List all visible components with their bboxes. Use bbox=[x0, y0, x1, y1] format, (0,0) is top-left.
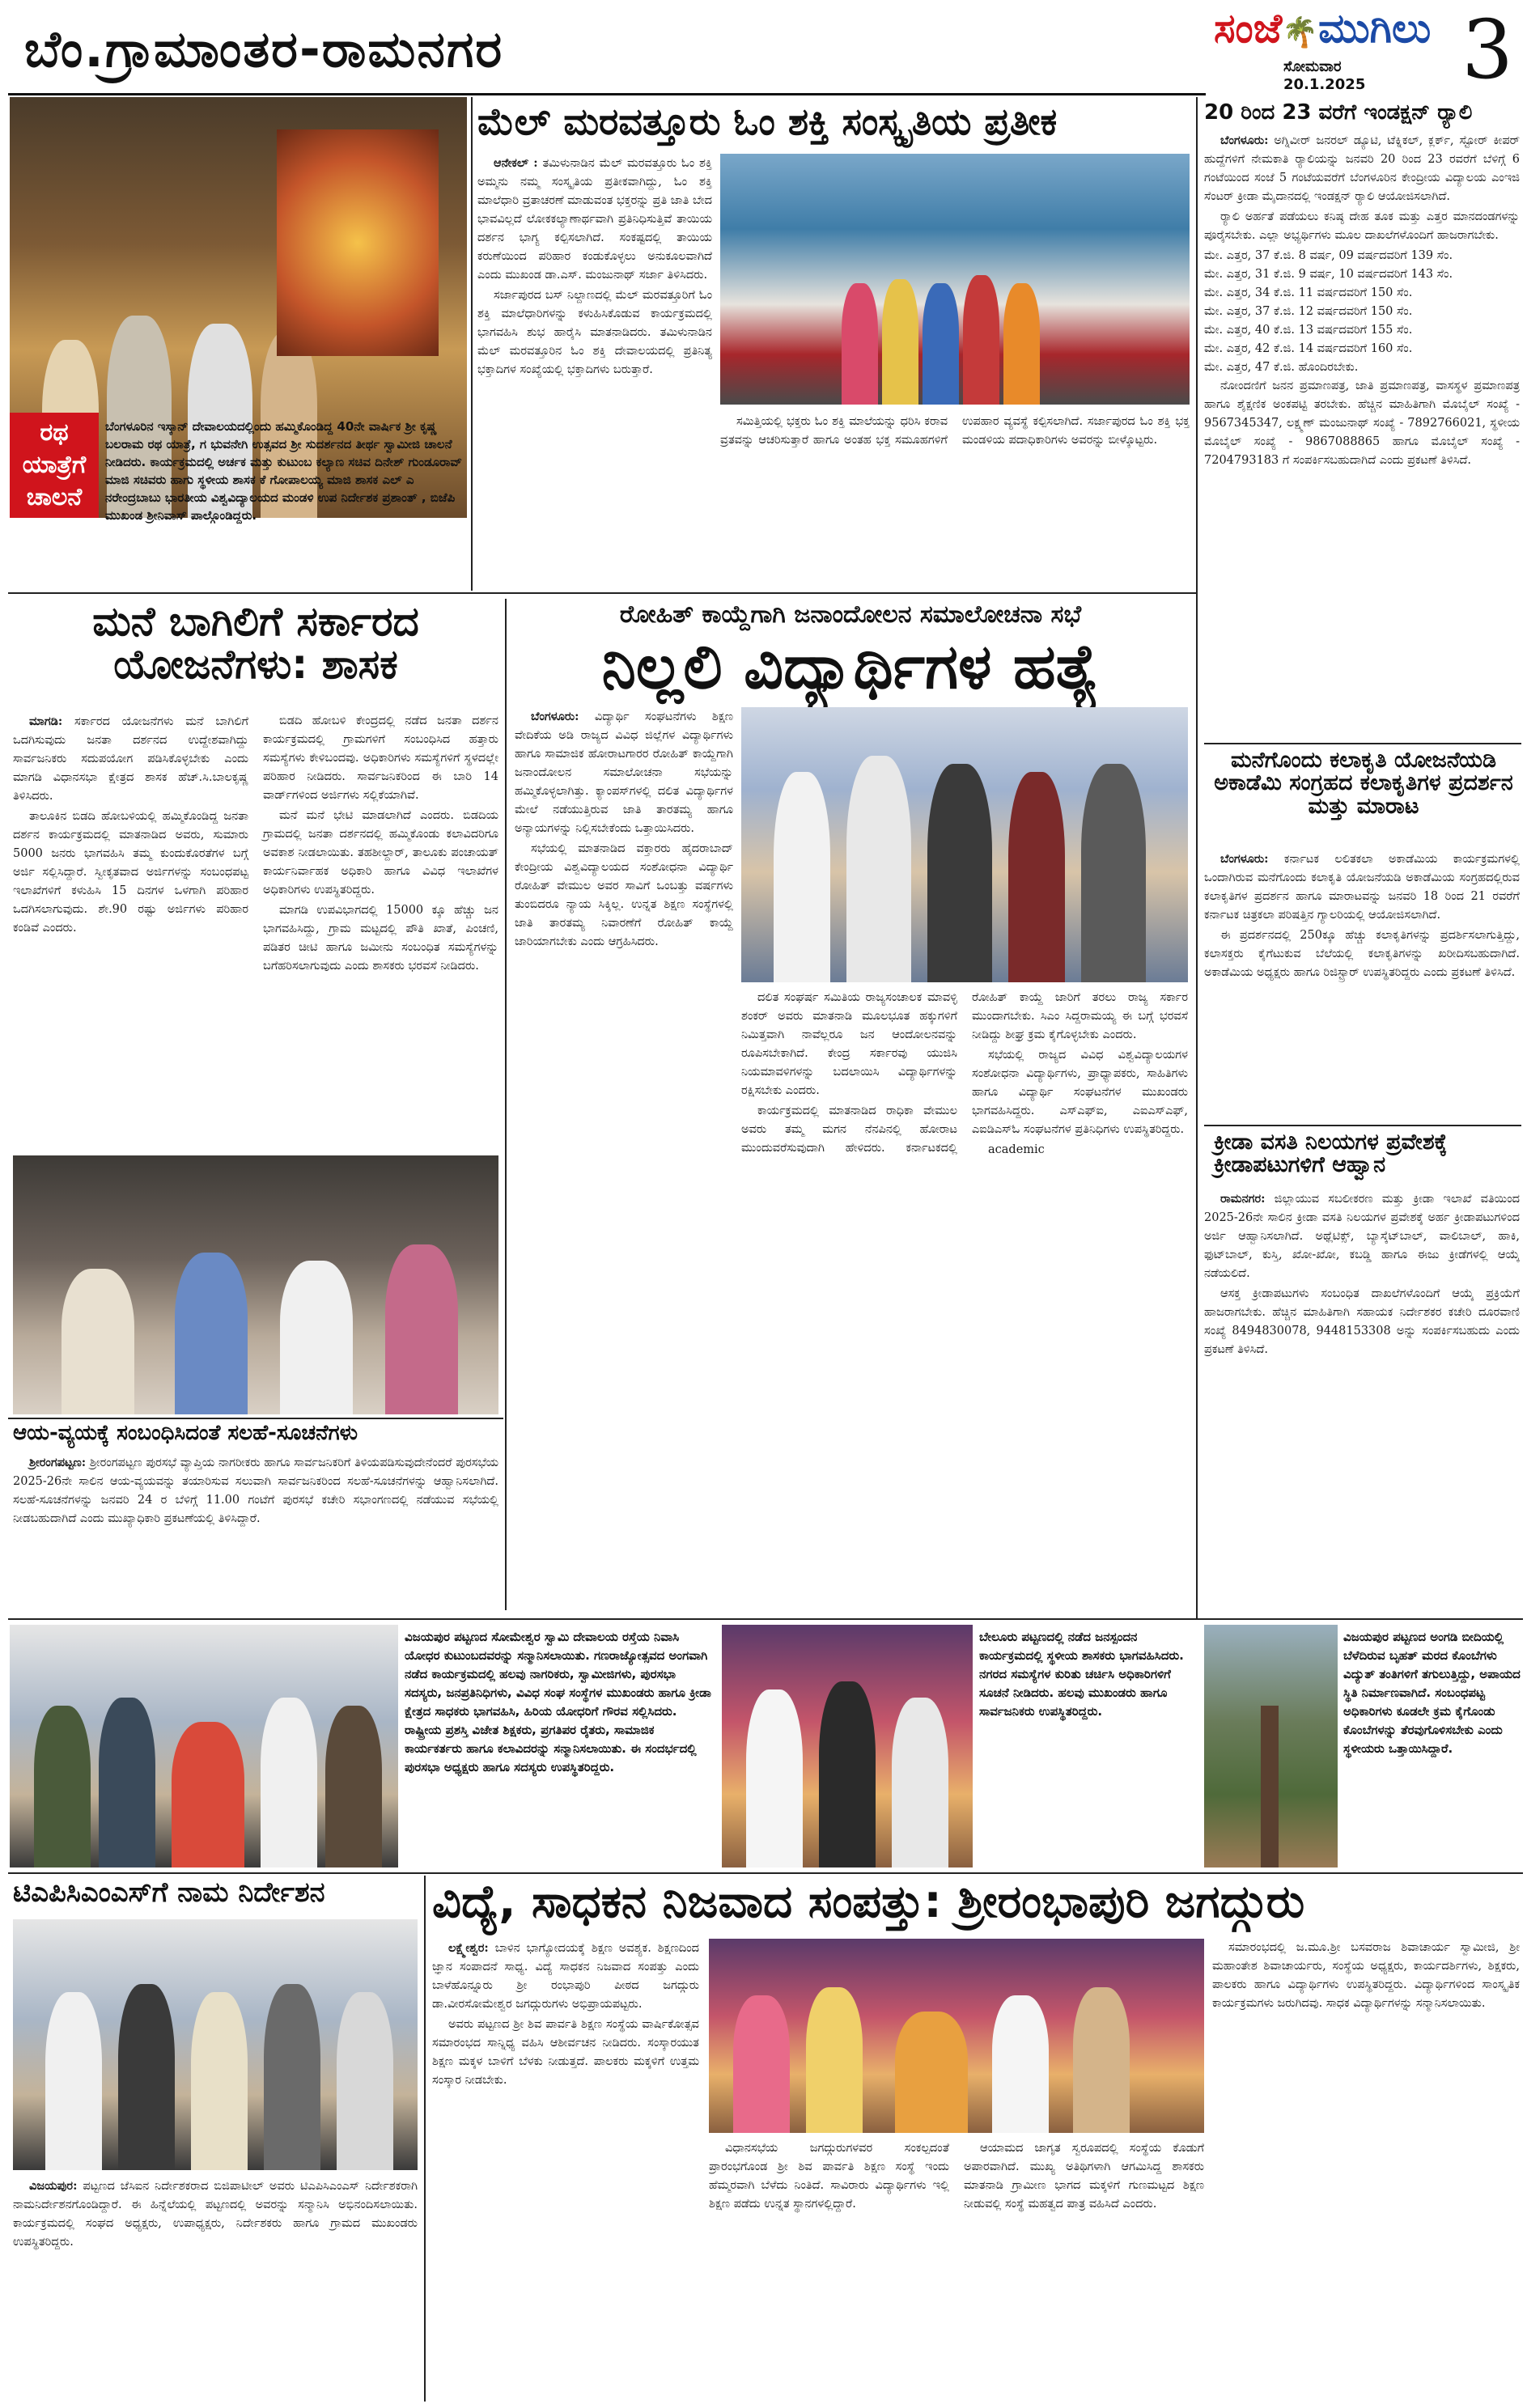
ceremony-photo bbox=[10, 1625, 398, 1867]
ceremony-caption: ವಿಜಯಪುರ ಪಟ್ಟಣದ ಸೋಮೇಶ್ವರ ಸ್ವಾಮಿ ದೇವಾಲಯ ರಸ್ತೆಯ ನಿವಾಸಿ ಯೋಧರ ಕುಟುಂಬದವರನ್ನು ಸನ್ಮಾನಿಸಲಾಯಿತು. ಗಣರಾಜ್ಯೋತ್ಸವದ ಅಂಗವಾಗಿ ನಡೆದ ಕಾರ್ಯಕ್ರಮದಲ್ಲಿ ಹಲವು ನಾಗರಿಕರು, ಸ್ವಾಮೀಜಿಗಳು, ಪುರಸಭಾ ಸದಸ್ಯರು, ಜನಪ್ರತಿನಿಧಿಗಳು, ವಿವಿಧ ಸಂಘ ಸಂಸ್ಥೆಗಳ ಮುಖಂಡರು ಹಾಗೂ ಕ್ರೀಡಾ ಕ್ಷೇತ್ರದ ಸಾಧಕರು ಭಾಗವಹಿಸಿ, ಹಿರಿಯ ಯೋಧರಿಗೆ ಗೌರವ ಸಲ್ಲಿಸಿದರು. ರಾಷ್ಟ್ರೀಯ ಪ್ರಶಸ್ತಿ ವಿಜೇತ ಶಿಕ್ಷಕರು, ಪ್ರಗತಿಪರ ರೈತರು, ಸಾಮಾಜಿಕ ಕಾರ್ಯಕರ್ತರು ಹಾಗೂ ಕಲಾವಿದರನ್ನು ಸನ್ಮಾನಿಸಲಾಯಿತು. ಈ ಸಂದರ್ಭದಲ್ಲಿ ಪುರಸಭಾ ಅಧ್ಯಕ್ಷರು ಹಾಗೂ ಸದಸ್ಯರು ಉಪಸ್ಥಿತರಿದ್ದರು. bbox=[405, 1630, 711, 1774]
rohith-photo bbox=[741, 707, 1188, 982]
brand-part2: ಮುಗಿಲು bbox=[1318, 5, 1432, 52]
jagadguru-body-col3: ಸಮಾರಂಭದಲ್ಲಿ ಜ.ಮೂ.ಶ್ರೀ ಬಸವರಾಜ ಶಿವಾಚಾರ್ಯ ಸ್ವಾಮೀಜಿ, ಶ್ರೀ ಮಹಾಂತೇಶ ಶಿವಾಚಾರ್ಯರು, ಸಂಸ್ಥೆಯ ಅಧ್ಯಕ್ಷರು, ಕಾರ್ಯದರ್ಶಿಗಳು, ಶಿಕ್ಷಕರು, ಪಾಲಕರು ಹಾಗೂ ವಿದ್ಯಾರ್ಥಿಗಳು ಉಪಸ್ಥಿತರಿದ್ದರು. ವಿದ್ಯಾರ್ಥಿಗಳಿಂದ ಸಾಂಸ್ಕೃತಿಕ ಕಾರ್ಯಕ್ರಮಗಳು ಜರುಗಿದವು. ಸಾಧಕ ವಿದ್ಯಾರ್ಥಿಗಳನ್ನು ಸನ್ಮಾನಿಸಲಾಯಿತು. bbox=[1212, 1941, 1520, 2010]
sports-body: ರಾಮನಗರ: ಜಿಲ್ಲಾಯುವ ಸಬಲೀಕರಣ ಮತ್ತು ಕ್ರೀಡಾ ಇಲಾಖೆ ವತಿಯಿಂದ 2025-26ನೇ ಸಾಲಿನ ಕ್ರೀಡಾ ವಸತಿ ನಿಲಯಗಳ ಪ್ರವೇಶಕ್ಕೆ ಅರ್ಹ ಕ್ರೀಡಾಪಟುಗಳಿಂದ ಅರ್ಜಿ ಆಹ್ವಾನಿಸಲಾಗಿದೆ. ಅಥ್ಲೆಟಿಕ್ಸ್, ಬ್ಯಾಸ್ಕೆಟ್‌ಬಾಲ್, ವಾಲಿಬಾಲ್, ಹಾಕಿ, ಫುಟ್‌ಬಾಲ್, ಕುಸ್ತಿ, ಖೋ-ಖೋ, ಕಬಡ್ಡಿ ಹಾಗೂ ಈಜು ಕ್ರೀಡೆಗಳಲ್ಲಿ ಆಯ್ಕೆ ನಡೆಯಲಿದೆ. ಆಸಕ್ತ ಕ್ರೀಡಾಪಟುಗಳು ಸಂಬಂಧಿತ ದಾಖಲೆಗಳೊಂದಿಗೆ ಆಯ್ಕೆ ಪ್ರಕ್ರಿಯೆಗೆ ಹಾಜರಾಗಬೇಕು. ಹೆಚ್ಚಿನ ಮಾಹಿತಿಗಾಗಿ ಸಹಾಯಕ ನಿರ್ದೇಶಕರ ಕಚೇರಿ ದೂರವಾಣಿ ಸಂಖ್ಯೆ 8494830078, 9448153308 ಅನ್ನು ಸಂಪರ್ಕಿಸಬಹುದು ಎಂದು ಪ್ರಕಟಣೆ ತಿಳಿಸಿದೆ. bbox=[1204, 1192, 1520, 1356]
visit-caption: ಬೇಲೂರು ಪಟ್ಟಣದಲ್ಲಿ ನಡೆದ ಜನಸ್ಪಂದನ ಕಾರ್ಯಕ್ರಮದಲ್ಲಿ ಸ್ಥಳೀಯ ಶಾಸಕರು ಭಾಗವಹಿಸಿದರು. ನಗರದ ಸಮಸ್ಯೆಗಳ ಕುರಿತು ಚರ್ಚಿಸಿ ಅಧಿಕಾರಿಗಳಿಗೆ ಸೂಚನೆ ನೀಡಿದರು. ಹಲವು ಮುಖಂಡರು ಹಾಗೂ ಸಾರ್ವಜನಿಕರು ಉಪಸ್ಥಿತರಿದ್ದರು. bbox=[979, 1630, 1184, 1719]
income-headline: ಆಯ-ವ್ಯಯಕ್ಕೆ ಸಂಬಂಧಿಸಿದಂತೆ ಸಲಹೆ-ಸೂಚನೆಗಳು bbox=[13, 1421, 358, 1445]
rally-body: ಬೆಂಗಳೂರು: ಅಗ್ನಿವೀರ್ ಜನರಲ್ ಡ್ಯೂಟಿ, ಟೆಕ್ನಿಕಲ್, ಕ್ಲರ್ಕ್, ಸ್ಟೋರ್ ಕೀಪರ್ ಹುದ್ದೆಗಳಿಗೆ ನೇಮಕಾತಿ ರ‍್ಯಾಲಿಯನ್ನು ಜನವರಿ 20 ರಿಂದ 23 ರವರೆಗೆ ಬೆಳಿಗ್ಗೆ 6 ಗಂಟೆಯಿಂದ ಸಂಜೆ 5 ಗಂಟೆಯವರೆಗೆ ಬೆಂಗಳೂರಿನ ಕೇಂದ್ರೀಯ ವಿದ್ಯಾಲಯ ಎಂಇಜಿ ಸೆಂಟರ್ ಕ್ರೀಡಾ ಮೈದಾನದಲ್ಲಿ ಇಂಡಕ್ಷನ್ ರ‍್ಯಾಲಿ ಆಯೋಜಿಸಲಾಗಿದೆ. ರ‍್ಯಾಲಿ ಅರ್ಹತೆ ಪಡೆಯಲು ಕನಿಷ್ಠ ದೇಹ ತೂಕ ಮತ್ತು ಎತ್ತರ ಮಾನದಂಡಗಳನ್ನು ಪೂರೈಸಬೇಕು. ಎಲ್ಲಾ ಅಭ್ಯರ್ಥಿಗಳು ಮೂಲ ದಾಖಲೆಗಳೊಂದಿಗೆ ಹಾಜರಾಗಬೇಕು. ಮೇ. ಎತ್ತರ, 37 ಕೆ.ಜಿ. 8 ವರ್ಷ, 09 ವರ್ಷದವರಿಗೆ 139 ಸೆಂ. ಮೇ. ಎತ್ತರ, 31 ಕೆ.ಜಿ. 9 ವರ್ಷ, 10 ವರ್ಷದವರಿಗೆ 143 ಸೆಂ. ಮೇ. ಎತ್ತರ, 34 ಕೆ.ಜಿ. 11 ವರ್ಷದವರಿಗೆ 150 ಸೆಂ. ಮೇ. ಎತ್ತರ, 37 ಕೆ.ಜಿ. 12 ವರ್ಷದವರಿಗೆ 150 ಸೆಂ. ಮೇ. ಎತ್ತರ, 40 ಕೆ.ಜಿ. 13 ವರ್ಷದವರಿಗೆ 155 ಸೆಂ. ಮೇ. ಎತ್ತರ, 42 ಕೆ.ಜಿ. 14 ವರ್ಷದವರಿಗೆ 160 ಸೆಂ. ಮೇ. ಎತ್ತರ, 47 ಕೆ.ಜಿ. ಹೊಂದಿರಬೇಕು. ನೋಂದಣಿಗೆ ಜನನ ಪ್ರಮಾಣಪತ್ರ, ಜಾತಿ ಪ್ರಮಾಣಪತ್ರ, ವಾಸಸ್ಥಳ ಪ್ರಮಾಣಪತ್ರ ಹಾಗೂ ಶೈಕ್ಷಣಿಕ ಅಂಕಪಟ್ಟಿ ತರಬೇಕು. ಹೆಚ್ಚಿನ ಮಾಹಿತಿಗಾಗಿ ಮೊಬೈಲ್ ಸಂಖ್ಯೆ - 9567345347, ಲಕ್ಷ್ಮಣ್ ಮಂಜುನಾಥ್ ಸಂಖ್ಯೆ - 7892766021, ಸ್ಥಳೀಯ ಮೊಬೈಲ್ ಸಂಖ್ಯೆ - 9867088865 ಹಾಗೂ ಮೊಬೈಲ್ ಸಂಖ್ಯೆ - 7204793183 ಗೆ ಸಂಪರ್ಕಿಸಬಹುದಾಗಿದೆ ಎಂದು ಪ್ರಕಟಣೆ ತಿಳಿಸಿದೆ. bbox=[1204, 134, 1520, 467]
rohith-kicker: ರೋಹಿತ್ ಕಾಯ್ದೆಗಾಗಿ ಜನಾಂದೋಲನ ಸಮಾಲೋಚನಾ ಸಭೆ bbox=[619, 600, 1082, 629]
om-shakti-headline: ಮೆಲ್ ಮರವತ್ತೂರು ಓಂ ಶಕ್ತಿ ಸಂಸ್ಕೃತಿಯ ಪ್ರತೀಕ bbox=[477, 100, 1058, 143]
tapcms-photo bbox=[13, 1919, 418, 2170]
visit-photo bbox=[722, 1625, 973, 1867]
tree-photo bbox=[1204, 1625, 1338, 1867]
rally-headline: 20 ರಿಂದ 23 ವರೆಗೆ ಇಂಡಕ್ಷನ್ ರ‍್ಯಾಲಿ bbox=[1204, 100, 1473, 125]
issue-day: ಸೋಮವಾರ bbox=[1283, 58, 1342, 75]
sports-headline: ಕ್ರೀಡಾ ವಸತಿ ನಿಲಯಗಳ ಪ್ರವೇಶಕ್ಕೆ ಕ್ರೀಡಾಪಟುಗಳಿಗೆ ಆಹ್ವಾನ bbox=[1214, 1130, 1448, 1178]
rohith-body-col2: ದಲಿತ ಸಂಘರ್ಷ ಸಮಿತಿಯ ರಾಜ್ಯಸಂಚಾಲಕ ಮಾವಳ್ಳಿ ಶಂಕರ್ ಅವರು ಮಾತನಾಡಿ ಮೂಲಭೂತ ಹಕ್ಕುಗಳಿಗೆ ನಿಮಿತ್ತವಾಗಿ ನಾವೆಲ್ಲರೂ ಜನ ಆಂದೋಲನವನ್ನು ರೂಪಿಸಬೇಕಾಗಿದೆ. ಕೇಂದ್ರ ಸರ್ಕಾರವು ಯುಜಿಸಿ ನಿಯಮಾವಳಿಗಳನ್ನು ಬದಲಾಯಿಸಿ ವಿದ್ಯಾರ್ಥಿಗಳನ್ನು ರಕ್ಷಿಸಬೇಕು ಎಂದರು. ಕಾರ್ಯಕ್ರಮದಲ್ಲಿ ಮಾತನಾಡಿದ ರಾಧಿಕಾ ವೇಮುಲ ಅವರು ತಮ್ಮ ಮಗನ ನೆನಪಿನಲ್ಲಿ ಹೋರಾಟ ಮುಂದುವರೆಸುವುದಾಗಿ ಹೇಳಿದರು. ಕರ್ನಾಟಕದಲ್ಲಿ ರೋಹಿತ್ ಕಾಯ್ದೆ ಜಾರಿಗೆ ತರಲು ರಾಜ್ಯ ಸರ್ಕಾರ ಮುಂದಾಗಬೇಕು. ಸಿಎಂ ಸಿದ್ದರಾಮಯ್ಯ ಈ ಬಗ್ಗೆ ಭರವಸೆ ನೀಡಿದ್ದು ಶೀಘ್ರ ಕ್ರಮ ಕೈಗೊಳ್ಳಬೇಕು ಎಂದರು. ಸಭೆಯಲ್ಲಿ ರಾಜ್ಯದ ವಿವಿಧ ವಿಶ್ವವಿದ್ಯಾಲಯಗಳ ಸಂಶೋಧನಾ ವಿದ್ಯಾರ್ಥಿಗಳು, ಪ್ರಾಧ್ಯಾಪಕರು, ಸಾಹಿತಿಗಳು ಹಾಗೂ ವಿದ್ಯಾರ್ಥಿ ಸಂಘಟನೆಗಳ ಮುಖಂಡರು ಭಾಗವಹಿಸಿದ್ದರು. ಎಸ್‌ಎಫ್‌ಐ, ಎಐಎಸ್‌ಎಫ್, ಎಐಡಿಎಸ್‌ಓ ಸಂಘಟನೆಗಳ ಪ್ರತಿನಿಧಿಗಳು ಉಪಸ್ಥಿತರಿದ್ದರು. academic bbox=[741, 989, 1188, 1612]
schemes-body: ಮಾಗಡಿ: ಸರ್ಕಾರದ ಯೋಜನೆಗಳು ಮನೆ ಬಾಗಿಲಿಗೆ ಒದಗಿಸುವುದು ಜನತಾ ದರ್ಶನದ ಉದ್ದೇಶವಾಗಿದ್ದು ಸಾರ್ವಜನಿಕರು ಸದುಪಯೋಗ ಪಡಿಸಿಕೊಳ್ಳಬೇಕು ಎಂದು ಮಾಗಡಿ ವಿಧಾನಸಭಾ ಕ್ಷೇತ್ರದ ಶಾಸಕ ಹೆಚ್.ಸಿ.ಬಾಲಕೃಷ್ಣ ತಿಳಿಸಿದರು. ತಾಲೂಕಿನ ಬಿಡದಿ ಹೋಬಳಿಯಲ್ಲಿ ಹಮ್ಮಿಕೊಂಡಿದ್ದ ಜನತಾ ದರ್ಶನ ಕಾರ್ಯಕ್ರಮದಲ್ಲಿ ಮಾತನಾಡಿದ ಅವರು, ಸುಮಾರು 5000 ಜನರು ಭಾಗವಹಿಸಿ ತಮ್ಮ ಕುಂದುಕೊರತೆಗಳ ಬಗ್ಗೆ ಅರ್ಜಿ ಸಲ್ಲಿಸಿದ್ದಾರೆ. ಸ್ವೀಕೃತವಾದ ಅರ್ಜಿಗಳನ್ನು ಸಂಬಂಧಪಟ್ಟ ಇಲಾಖೆಗಳಿಗೆ ಕಳುಹಿಸಿ 15 ದಿನಗಳ ಒಳಗಾಗಿ ಪರಿಹಾರ ಒದಗಿಸಲಾಗುವುದು. ಶೇ.90 ರಷ್ಟು ಅರ್ಜಿಗಳು ಪರಿಹಾರ ಕಂಡಿವೆ ಎಂದರು. ಬಿಡದಿ ಹೋಬಳಿ ಕೇಂದ್ರದಲ್ಲಿ ನಡೆದ ಜನತಾ ದರ್ಶನ ಕಾರ್ಯಕ್ರಮದಲ್ಲಿ ಗ್ರಾಮಗಳಿಗೆ ಸಂಬಂಧಿಸಿದ ಹತ್ತಾರು ಸಮಸ್ಯೆಗಳು ಕೇಳಿಬಂದವು. ಅಧಿಕಾರಿಗಳು ಸಮಸ್ಯೆಗಳಿಗೆ ಸ್ಥಳದಲ್ಲೇ ಪರಿಹಾರ ನೀಡಿದರು. ಸಾರ್ವಜನಿಕರಿಂದ ಈ ಬಾರಿ 14 ವಾರ್ಡ್‌ಗಳಿಂದ ಅರ್ಜಿಗಳು ಸಲ್ಲಿಕೆಯಾಗಿವೆ. ಮನೆ ಮನೆ ಭೇಟಿ ಮಾಡಲಾಗಿದೆ ಎಂದರು. ಬಿಡದಿಯ ಗ್ರಾಮದಲ್ಲಿ ಜನತಾ ದರ್ಶನದಲ್ಲಿ ಹಮ್ಮಿಕೊಂಡು ಕಲಾವಿದರಿಗೂ ಅವಕಾಶ ನೀಡಲಾಯಿತು. ತಹಶೀಲ್ದಾರ್, ತಾಲೂಕು ಪಂಚಾಯತ್ ಕಾರ್ಯನಿರ್ವಾಹಕ ಅಧಿಕಾರಿ ಹಾಗೂ ವಿವಿಧ ಇಲಾಖೆಗಳ ಅಧಿಕಾರಿಗಳು ಉಪಸ್ಥಿತರಿದ್ದರು. ಮಾಗಡಿ ಉಪವಿಭಾಗದಲ್ಲಿ 15000 ಕ್ಕೂ ಹೆಚ್ಚು ಜನ ಭಾಗವಹಿಸಿದ್ದು, ಗ್ರಾಮ ಮಟ್ಟದಲ್ಲಿ ಪೌತಿ ಖಾತೆ, ಪಿಂಚಣಿ, ಪಡಿತರ ಚೀಟಿ ಹಾಗೂ ಜಮೀನು ಸಂಬಂಧಿತ ಸಮಸ್ಯೆಗಳನ್ನು ಬಗೆಹರಿಸಲಾಗುವುದು ಎಂದು ಶಾಸಕರು ಭರವಸೆ ನೀಡಿದರು. bbox=[13, 714, 498, 973]
art-body: ಬೆಂಗಳೂರು: ಕರ್ನಾಟಕ ಲಲಿತಕಲಾ ಅಕಾಡೆಮಿಯ ಕಾರ್ಯಕ್ರಮಗಳಲ್ಲಿ ಒಂದಾಗಿರುವ ಮನೆಗೊಂದು ಕಲಾಕೃತಿ ಯೋಜನೆಯಡಿ ಅಕಾಡೆಮಿಯ ಸಂಗ್ರಹದಲ್ಲಿರುವ ಕಲಾಕೃತಿಗಳ ಪ್ರದರ್ಶನ ಹಾಗೂ ಮಾರಾಟವನ್ನು ಜನವರಿ 18 ರಿಂದ 21 ರವರೆಗೆ ಕರ್ನಾಟಕ ಚಿತ್ರಕಲಾ ಪರಿಷತ್ತಿನ ಗ್ಯಾಲರಿಯಲ್ಲಿ ಆಯೋಜಿಸಲಾಗಿದೆ. ಈ ಪ್ರದರ್ಶನದಲ್ಲಿ 250ಕ್ಕೂ ಹೆಚ್ಚು ಕಲಾಕೃತಿಗಳನ್ನು ಪ್ರದರ್ಶಿಸಲಾಗುತ್ತಿದ್ದು, ಕಲಾಸಕ್ತರು ಕೈಗೆಟುಕುವ ಬೆಲೆಯಲ್ಲಿ ಕಲಾಕೃತಿಗಳನ್ನು ಖರೀದಿಸಬಹುದಾಗಿದೆ. ಅಕಾಡೆಮಿಯ ಅಧ್ಯಕ್ಷರು ಹಾಗೂ ರಿಜಿಸ್ಟ್ರಾರ್ ಉಪಸ್ಥಿತರಿದ್ದರು ಎಂದು ಪ್ರಕಟಣೆ ತಿಳಿಸಿದೆ. bbox=[1204, 852, 1520, 979]
issue-date: 20.1.2025 bbox=[1283, 76, 1366, 93]
tree-caption: ವಿಜಯಪುರ ಪಟ್ಟಣದ ಅಂಗಡಿ ಬೀದಿಯಲ್ಲಿ ಬೆಳೆದಿರುವ ಬೃಹತ್ ಮರದ ಕೊಂಬೆಗಳು ವಿದ್ಯುತ್ ತಂತಿಗಳಿಗೆ ತಗುಲುತ್ತಿದ್ದು, ಅಪಾಯದ ಸ್ಥಿತಿ ನಿರ್ಮಾಣವಾಗಿದೆ. ಸಂಬಂಧಪಟ್ಟ ಅಧಿಕಾರಿಗಳು ಕೂಡಲೇ ಕ್ರಮ ಕೈಗೊಂಡು ಕೊಂಬೆಗಳನ್ನು ತೆರವುಗೊಳಿಸಬೇಕು ಎಂದು ಸ್ಥಳೀಯರು ಒತ್ತಾಯಿಸಿದ್ದಾರೆ. bbox=[1343, 1630, 1521, 1756]
rath-yatra-label: ರಥ ಯಾತ್ರೆಗೆ ಚಾಲನೆ bbox=[10, 413, 99, 518]
om-shakti-photo bbox=[720, 154, 1190, 405]
page-number: 3 bbox=[1461, 2, 1513, 97]
schemes-photo bbox=[13, 1155, 498, 1414]
jagadguru-body-col2: ವಿಧಾನಸಭೆಯ ಜಗದ್ಗುರುಗಳವರ ಸಂಕಲ್ಪದಂತೆ ಪ್ರಾರಂಭಗೊಂಡ ಶ್ರೀ ಶಿವ ಪಾರ್ವತಿ ಶಿಕ್ಷಣ ಸಂಸ್ಥೆ ಇಂದು ಹೆಮ್ಮರವಾಗಿ ಬೆಳೆದು ನಿಂತಿದೆ. ಸಾವಿರಾರು ವಿದ್ಯಾರ್ಥಿಗಳು ಇಲ್ಲಿ ಶಿಕ್ಷಣ ಪಡೆದು ಉನ್ನತ ಸ್ಥಾನಗಳಲ್ಲಿದ್ದಾರೆ. ಆಯಾಮದ ಜಾಗೃತ ಸ್ವರೂಪದಲ್ಲಿ ಸಂಸ್ಥೆಯ ಕೊಡುಗೆ ಅಪಾರವಾಗಿದೆ. ಮುಖ್ಯ ಅತಿಥಿಗಳಾಗಿ ಆಗಮಿಸಿದ್ದ ಶಾಸಕರು ಮಾತನಾಡಿ ಗ್ರಾಮೀಣ ಭಾಗದ ಮಕ್ಕಳಿಗೆ ಗುಣಮಟ್ಟದ ಶಿಕ್ಷಣ ನೀಡುವಲ್ಲಿ ಸಂಸ್ಥೆ ಮಹತ್ವದ ಪಾತ್ರ ವಹಿಸಿದೆ ಎಂದರು. bbox=[709, 2142, 1204, 2211]
tapcms-body: ವಿಜಯಪುರ: ಪಟ್ಟಣದ ಜೆಸಿಐನ ನಿರ್ದೇಶಕರಾದ ಬಿಜಿಪಾಟೀಲ್ ಅವರು ಟಿಎಪಿಸಿಎಂಎಸ್ ನಿರ್ದೇಶಕರಾಗಿ ನಾಮನಿರ್ದೇಶನಗೊಂಡಿದ್ದಾರೆ. ಈ ಹಿನ್ನೆಲೆಯಲ್ಲಿ ಪಟ್ಟಣದಲ್ಲಿ ಅವರನ್ನು ಸನ್ಮಾನಿಸಿ ಅಭಿನಂದಿಸಲಾಯಿತು. ಕಾರ್ಯಕ್ರಮದಲ್ಲಿ ಸಂಘದ ಅಧ್ಯಕ್ಷರು, ಉಪಾಧ್ಯಕ್ಷರು, ನಿರ್ದೇಶಕರು ಹಾಗೂ ಗ್ರಾಮದ ಮುಖಂಡರು ಉಪಸ್ಥಿತರಿದ್ದರು. bbox=[13, 2179, 418, 2249]
jagadguru-headline: ವಿದ್ಯೆ, ಸಾಧಕನ ನಿಜವಾದ ಸಂಪತ್ತು: ಶ್ರೀರಂಭಾಪುರಿ ಜಗದ್ಗುರು bbox=[432, 1876, 1305, 1928]
academic-word: academic bbox=[988, 1143, 1045, 1156]
tapcms-headline: ಟಿಎಪಿಸಿಎಂಎಸ್‌ಗೆ ನಾಮ ನಿರ್ದೇಶನ bbox=[13, 1876, 325, 1909]
schemes-headline: ಮನೆ ಬಾಗಿಲಿಗೆ ಸರ್ಕಾರದ ಯೋಜನೆಗಳು: ಶಾಸಕ bbox=[92, 598, 419, 688]
section-banner bbox=[8, 8, 1206, 95]
jagadguru-photo bbox=[709, 1939, 1204, 2133]
om-shakti-body-col1: ಆನೇಕಲ್ : ತಮಿಳುನಾಡಿನ ಮೆಲ್ ಮರವತ್ತೂರು ಓಂ ಶಕ್ತಿ ಅಮ್ಮನು ನಮ್ಮ ಸಂಸ್ಕೃತಿಯ ಪ್ರತೀಕವಾಗಿದ್ದು, ಓಂ ಶಕ್ತಿ ಮಾಲೆಧಾರಿ ವ್ರತಾಚರಣೆ ಮಾಡುವಂತ ಭಕ್ತರನ್ನು ಪ್ರತಿ ಜಾತಿ ಬೇದ ಭಾವವಿಲ್ಲದೆ ಲೋಕಕಲ್ಯಾಣಾರ್ಥವಾಗಿ ಪ್ರತಿನಿಧಿಸುತ್ತಿವೆ ತಾಯಿಯ ದರ್ಶನ ಭಾಗ್ಯ ಕಲ್ಪಿಸಲಾಗಿದೆ. ಸಂಕಷ್ಟದಲ್ಲಿ ತಾಯಿಯ ಕರುಣೆಯಿಂದ ಪರಿಹಾರ ಕಂಡುಕೊಳ್ಳಲು ಅನುಕೂಲವಾಗಿದೆ ಎಂದು ಮುಖಂಡ ಡಾ.ಎಸ್. ಮಂಜುನಾಥ್ ಸರ್ಜಾ ತಿಳಿಸಿದರು. ಸರ್ಜಾಪುರದ ಬಸ್ ನಿಲ್ದಾಣದಲ್ಲಿ ಮೆಲ್ ಮರವತ್ತೂರಿಗೆ ಓಂ ಶಕ್ತಿ ಮಾಲೆಧಾರಿಗಳನ್ನು ಕಳುಹಿಸಿಕೊಡುವ ಕಾರ್ಯಕ್ರಮದಲ್ಲಿ ಭಾಗವಹಿಸಿ ಶುಭ ಹಾರೈಸಿ ಮಾತನಾಡಿದರು. ತಮಿಳುನಾಡಿನ ಮೆಲ್ ಮರವತ್ತೂರಿನ ಓಂ ಶಕ್ತಿ ದೇವಾಲಯದಲ್ಲಿ ಪ್ರತಿನಿತ್ಯ ಭಕ್ತಾದಿಗಳ ಸಂಖ್ಯೆಯಲ್ಲಿ ಭಕ್ತಾದಿಗಳು ಬರುತ್ತಾರೆ. bbox=[477, 156, 712, 376]
rath-yatra-caption: ಬೆಂಗಳೂರಿನ ಇಸ್ಕಾನ್ ದೇವಾಲಯದಲ್ಲಿಂದು ಹಮ್ಮಿಕೊಂಡಿದ್ದ 40ನೇ ವಾರ್ಷಿಕ ಶ್ರೀ ಕೃಷ್ಣ ಬಲರಾಮ ರಥ ಯಾತ್ರೆ, ಗ ಭುವನೇಗಿ ಉತ್ಸವದ ಶ್ರೀ ಸುದರ್ಶನದ ತೀರ್ಥ ಸ್ವಾಮೀಜಿ ಚಾಲನೆ ನೀಡಿದರು. ಕಾರ್ಯಕ್ರಮದಲ್ಲಿ ಅರ್ಚಕ ಮತ್ತು ಕುಟುಂಬ ಕಲ್ಯಾಣ ಸಚಿವ ದಿನೇಶ್ ಗುಂಡೂರಾವ್ ಮಾಜಿ ಸಚಿವರು ಹಾಗು ಸ್ಥಳೀಯ ಶಾಸಕ ಕೆ ಗೋಪಾಲಯ್ಯ ಮಾಜಿ ಶಾಸಕ ಎಲ್ ಎ ನರೇಂದ್ರಬಾಬು ಭಾರತೀಯ ವಿಶ್ವವಿದ್ಯಾಲಯದ ಮಂಡಳಿ ಉಪ ನಿರ್ದೇಶಕ ಪ್ರಶಾಂತ್ , ಬಿಜೆಪಿ ಮುಖಂಡ ಶ್ರೀನಿವಾಸ್ ಪಾಲ್ಗೊಂಡಿದ್ದರು. bbox=[105, 419, 462, 523]
palm-tree-icon: 🌴 bbox=[1282, 16, 1319, 49]
om-shakti-body-col2: ಸಮಿತ್ತಿಯಲ್ಲಿ ಭಕ್ತರು ಓಂ ಶಕ್ತಿ ಮಾಲೆಯನ್ನು ಧರಿಸಿ ಕರಾವ ವ್ರತವನ್ನು ಆಚರಿಸುತ್ತಾರೆ ಹಾಗೂ ಅಂತಹ ಭಕ್ತ ಸಮೂಹಗಳಿಗೆ ಉಪಹಾರ ವ್ಯವಸ್ಥೆ ಕಲ್ಪಿಸಲಾಗಿದೆ. ಸರ್ಜಾಪುರದ ಓಂ ಶಕ್ತಿ ಭಕ್ತ ಮಂಡಳಿಯ ಪದಾಧಿಕಾರಿಗಳು ಅವರನ್ನು ಬೀಳ್ಕೊಟ್ಟರು. bbox=[720, 415, 1190, 447]
jagadguru-body-col1: ಲಕ್ಷ್ಮೇಶ್ವರ: ಬಾಳಿನ ಭಾಗ್ಯೋದಯಕ್ಕೆ ಶಿಕ್ಷಣ ಅವಶ್ಯಕ. ಶಿಕ್ಷಣದಿಂದ ಜ್ಞಾನ ಸಂಪಾದನೆ ಸಾಧ್ಯ. ವಿದ್ಯೆ ಸಾಧಕನ ನಿಜವಾದ ಸಂಪತ್ತು ಎಂದು ಬಾಳೆಹೊನ್ನೂರು ಶ್ರೀ ರಂಭಾಪುರಿ ಪೀಠದ ಜಗದ್ಗುರು ಡಾ.ವೀರಸೋಮೇಶ್ವರ ಜಗದ್ಗುರುಗಳು ಅಭಿಪ್ರಾಯಪಟ್ಟರು. ಅವರು ಪಟ್ಟಣದ ಶ್ರೀ ಶಿವ ಪಾರ್ವತಿ ಶಿಕ್ಷಣ ಸಂಸ್ಥೆಯ ವಾರ್ಷಿಕೋತ್ಸವ ಸಮಾರಂಭದ ಸಾನ್ನಿಧ್ಯ ವಹಿಸಿ ಆಶೀರ್ವಚನ ನೀಡಿದರು. ಸಂಸ್ಕಾರಯುತ ಶಿಕ್ಷಣ ಮಕ್ಕಳ ಬಾಳಿಗೆ ಬೆಳಕು ನೀಡುತ್ತದೆ. ಪಾಲಕರು ಮಕ್ಕಳಿಗೆ ಉತ್ತಮ ಸಂಸ್ಕಾರ ನೀಡಬೇಕು. bbox=[432, 1941, 699, 2087]
newspaper-logo bbox=[1214, 5, 1457, 95]
section-title: ಬೆಂ.ಗ್ರಾಮಾಂತರ-ರಾಮನಗರ bbox=[24, 19, 504, 78]
income-body: ಶ್ರೀರಂಗಪಟ್ಟಣ: ಶ್ರೀರಂಗಪಟ್ಟಣ ಪುರಸಭೆ ವ್ಯಾಪ್ತಿಯ ನಾಗರೀಕರು ಹಾಗೂ ಸಾರ್ವಜನಿಕರಿಗೆ ತಿಳಿಯಪಡಿಸುವುದೇನೆಂದರೆ ಪುರಸಭೆಯ 2025-26ನೇ ಸಾಲಿನ ಆಯ-ವ್ಯಯವನ್ನು ತಯಾರಿಸುವ ಸಲುವಾಗಿ ಸಾರ್ವಜನಿಕರಿಂದ ಸಲಹೆ-ಸೂಚನೆಗಳನ್ನು ಆಹ್ವಾನಿಸಲಾಗಿದೆ. ಸಲಹೆ-ಸೂಚನೆಗಳನ್ನು ಜನವರಿ 24 ರ ಬೆಳಿಗ್ಗೆ 11.00 ಗಂಟೆಗೆ ಪುರಸಭೆ ಕಚೇರಿ ಸಭಾಂಗಣದಲ್ಲಿ ನಡೆಯುವ ಸಭೆಯಲ್ಲಿ ನೀಡಬಹುದಾಗಿದೆ ಎಂದು ಮುಖ್ಯಾಧಿಕಾರಿ ಪ್ರಕಟಣೆಯಲ್ಲಿ ತಿಳಿಸಿದ್ದಾರೆ. bbox=[13, 1456, 498, 1525]
rohith-headline: ನಿಲ್ಲಲಿ ವಿದ್ಯಾರ್ಥಿಗಳ ಹತ್ಯೆ bbox=[601, 630, 1100, 702]
art-headline: ಮನೆಗೊಂದು ಕಲಾಕೃತಿ ಯೋಜನೆಯಡಿ ಅಕಾಡೆಮಿ ಸಂಗ್ರಹದ ಕಲಾಕೃತಿಗಳ ಪ್ರದರ್ಶನ ಮತ್ತು ಮಾರಾಟ bbox=[1214, 748, 1513, 819]
rohith-body-col1: ಬೆಂಗಳೂರು: ವಿದ್ಯಾರ್ಥಿ ಸಂಘಟನೆಗಳು ಶಿಕ್ಷಣ ವೇದಿಕೆಯ ಅಡಿ ರಾಜ್ಯದ ವಿವಿಧ ಜಿಲ್ಲೆಗಳ ವಿದ್ಯಾರ್ಥಿಗಳು ಹಾಗೂ ಸಾಮಾಜಿಕ ಹೋರಾಟಗಾರರ ರೋಹಿತ್ ಕಾಯ್ದೆಗಾಗಿ ಜನಾಂದೋಲನ ಸಮಾಲೋಚನಾ ಸಭೆಯನ್ನು ಹಮ್ಮಿಕೊಳ್ಳಲಾಗಿತ್ತು. ಕ್ಯಾಂಪಸ್‌ಗಳಲ್ಲಿ ದಲಿತ ವಿದ್ಯಾರ್ಥಿಗಳ ಮೇಲೆ ನಡೆಯುತ್ತಿರುವ ಜಾತಿ ತಾರತಮ್ಯ ಹಾಗೂ ಅನ್ಯಾಯಗಳನ್ನು ನಿಲ್ಲಿಸಬೇಕೆಂದು ಒತ್ತಾಯಿಸಿದರು. ಸಭೆಯಲ್ಲಿ ಮಾತನಾಡಿದ ವಕ್ತಾರರು ಹೈದರಾಬಾದ್ ಕೇಂದ್ರೀಯ ವಿಶ್ವವಿದ್ಯಾಲಯದ ಸಂಶೋಧನಾ ವಿದ್ಯಾರ್ಥಿ ರೋಹಿತ್ ವೇಮುಲ ಅವರ ಸಾವಿಗೆ ಒಂಬತ್ತು ವರ್ಷಗಳು ತುಂಬಿದರೂ ನ್ಯಾಯ ಸಿಕ್ಕಿಲ್ಲ. ಉನ್ನತ ಶಿಕ್ಷಣ ಸಂಸ್ಥೆಗಳಲ್ಲಿ ಜಾತಿ ತಾರತಮ್ಯ ನಿವಾರಣೆಗೆ ರೋಹಿತ್ ಕಾಯ್ದೆ ಜಾರಿಯಾಗಬೇಕು ಎಂದು ಆಗ್ರಹಿಸಿದರು. bbox=[515, 710, 733, 948]
brand-part1: ಸಂಜೆ bbox=[1214, 5, 1283, 52]
